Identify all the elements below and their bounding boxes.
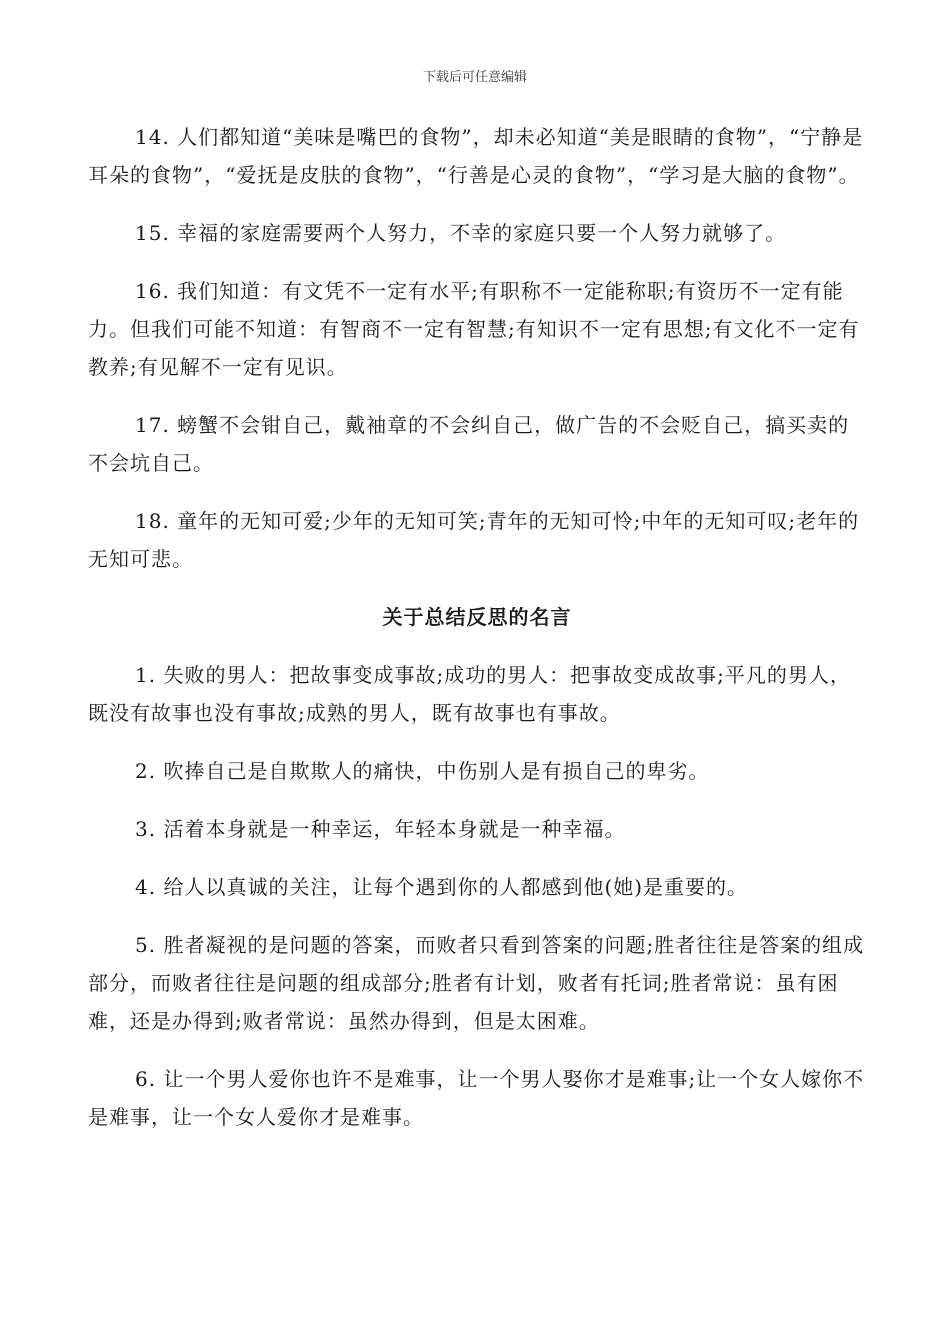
quote-paragraph: 5. 胜者凝视的是问题的答案，而败者只看到答案的问题;胜者往往是答案的组成部分，而败者往往是问题的组成部分;胜者有计划，败者有托词;胜者常说：虽有困难，还是办得到;败者常说：虽然办得到，但是太困难。 <box>88 933 865 1033</box>
quote-paragraph: 14. 人们都知道“美味是嘴巴的食物”，却未必知道“美是眼睛的食物”，“宁静是耳朵的食物”，“爱抚是皮肤的食物”，“行善是心灵的食物”，“学习是大脑的食物”。 <box>88 125 864 187</box>
quote-paragraph: 16. 我们知道：有文凭不一定有水平;有职称不一定能称职;有资历不一定有能力。但我们可能不知道：有智商不一定有智慧;有知识不一定有思想;有文化不一定有教养;有见解不一定有见识。 <box>88 279 860 379</box>
quote-paragraph: 3. 活着本身就是一种幸运，年轻本身就是一种幸福。 <box>135 817 626 841</box>
quote-paragraph: 2. 吹捧自己是自欺欺人的痛快，中伤别人是有损自己的卑劣。 <box>135 759 710 783</box>
section-title: 关于总结反思的名言 <box>382 605 572 629</box>
quote-paragraph: 1. 失败的男人：把故事变成事故;成功的男人：把事故变成故事;平凡的男人，既没有故事也没有事故;成熟的男人，既有故事也有事故。 <box>88 663 851 725</box>
quote-paragraph: 6. 让一个男人爱你也许不是难事，让一个男人娶你才是难事;让一个女人嫁你不是难事，让一个女人爱你才是难事。 <box>88 1067 865 1129</box>
document-body <box>88 118 866 1156</box>
quote-paragraph: 18. 童年的无知可爱;少年的无知可笑;青年的无知可怜;中年的无知可叹;老年的无知可悲。 <box>88 509 860 571</box>
page-header: 下载后可任意编辑 <box>422 70 527 85</box>
quote-paragraph: 4. 给人以真诚的关注，让每个遇到你的人都感到他(她)是重要的。 <box>135 875 749 899</box>
quote-paragraph: 17. 螃蟹不会钳自己，戴袖章的不会纠自己，做广告的不会贬自己，搞买卖的不会坑自己。 <box>88 413 850 475</box>
quote-paragraph: 15. 幸福的家庭需要两个人努力，不幸的家庭只要一个人努力就够了。 <box>135 221 787 245</box>
